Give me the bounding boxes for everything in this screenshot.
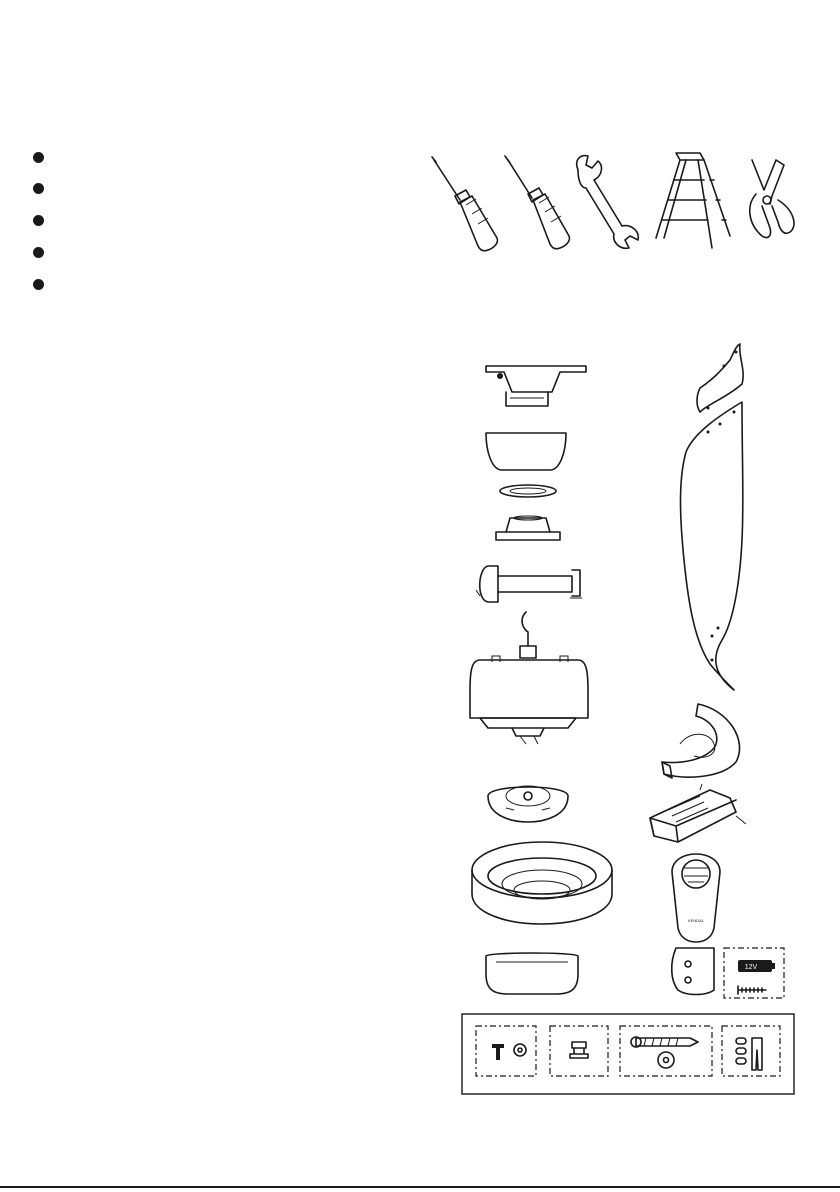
blade-bracket-illustration [697, 344, 743, 412]
battery-label: 12V [744, 964, 758, 971]
remote-control-illustration [672, 854, 720, 942]
canopy-ring-illustration [500, 485, 556, 497]
fan-blade-illustration [681, 402, 743, 690]
screwdriver-flat-icon [432, 157, 497, 251]
canopy-illustration [486, 433, 566, 470]
coupling-cover-illustration [496, 516, 560, 540]
switch-plate-illustration [488, 786, 568, 822]
pliers-icon [750, 160, 794, 238]
motor-housing-illustration [470, 612, 588, 744]
step-ladder-icon [656, 153, 730, 248]
remote-brand-label: KENDAL [687, 918, 705, 923]
hardware-kit-frame [462, 1014, 794, 1094]
battery-pack-illustration [724, 948, 784, 998]
wrench-icon [577, 156, 639, 249]
downrod-illustration [476, 566, 582, 602]
receiver-illustration [650, 784, 746, 842]
light-shade-illustration [486, 953, 578, 994]
glass-ring-illustration [472, 842, 612, 924]
screwdriver-phillips-icon [505, 156, 569, 249]
footer-rule [0, 1186, 840, 1188]
blade-holder-illustration [662, 704, 740, 778]
mounting-bracket-illustration [486, 366, 586, 406]
remote-holder-illustration [672, 948, 714, 995]
